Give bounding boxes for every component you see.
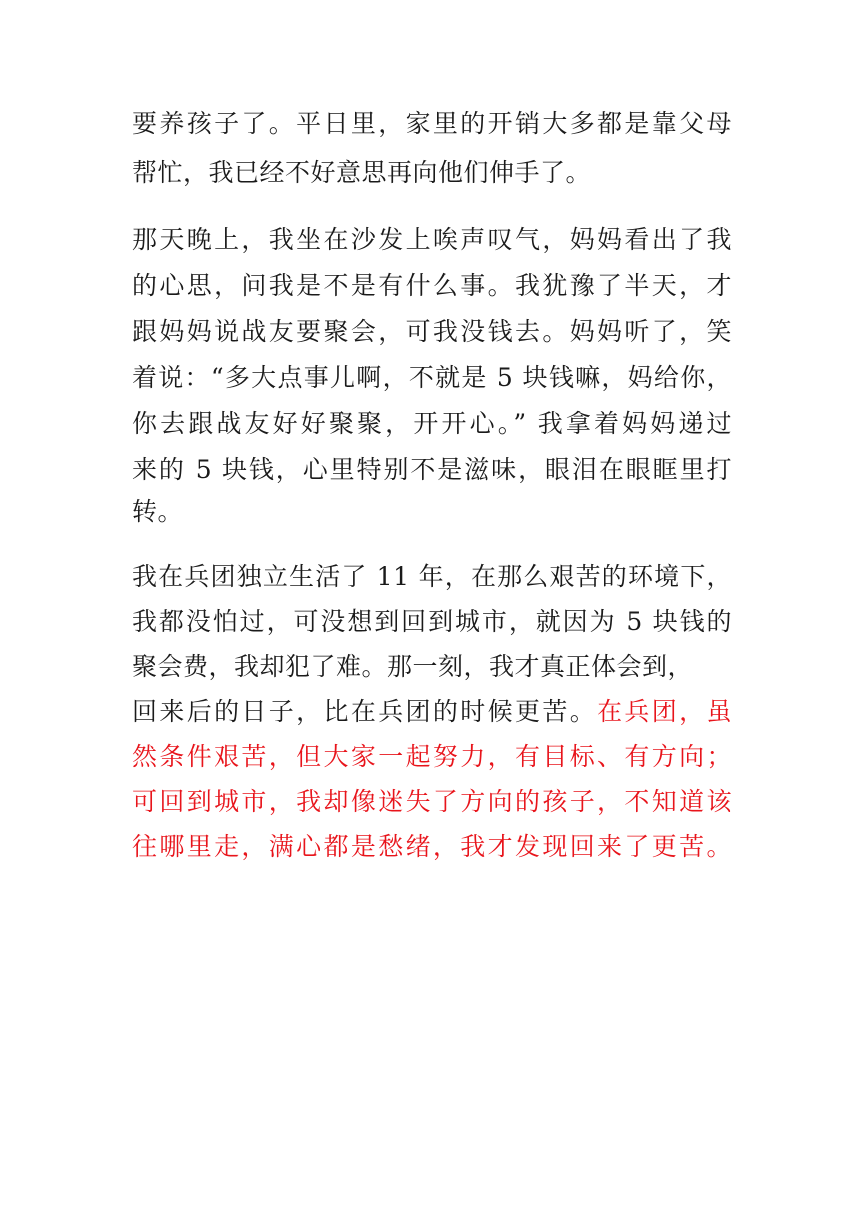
text-segment: 你去跟战友好好聚聚，开开心。” 我拿着妈妈递过 — [132, 409, 732, 438]
text-segment: 来的 5 块钱，心里特别不是滋味，眼泪在眼眶里打 — [132, 455, 732, 484]
text-line — [132, 555, 732, 599]
text-line — [132, 448, 732, 492]
text-segment: 帮忙，我已经不好意思再向他们伸手了。 — [132, 158, 592, 187]
highlighted-text: 可回到城市，我却像迷失了方向的孩子，不知道该 — [132, 787, 732, 816]
text-line — [132, 402, 732, 446]
text-segment: 着说：“多大点事儿啊，不就是 5 块钱嘛，妈给你， — [132, 363, 732, 392]
text-segment: 的心思，问我是不是有什么事。我犹豫了半天，才 — [132, 271, 732, 300]
text-segment: 那天晚上，我坐在沙发上唉声叹气，妈妈看出了我 — [132, 225, 732, 254]
highlighted-text-line — [132, 735, 732, 779]
text-segment: 要养孩子了。平日里，家里的开销大多都是靠父母 — [132, 109, 732, 138]
text-line — [132, 356, 732, 400]
text-line — [132, 102, 732, 146]
text-line — [132, 151, 732, 195]
highlighted-text: 往哪里走，满心都是愁绪，我才发现回来了更苦。 — [132, 832, 732, 861]
text-line — [132, 218, 732, 262]
text-line — [132, 645, 732, 689]
text-line — [132, 310, 732, 354]
text-line — [132, 264, 732, 308]
text-segment: 转。 — [132, 497, 184, 526]
text-segment: 回来后的日子，比在兵团的时候更苦。 — [132, 697, 598, 726]
highlighted-text-line — [132, 825, 732, 869]
text-segment: 跟妈妈说战友要聚会，可我没钱去。妈妈听了，笑 — [132, 317, 732, 346]
text-line — [132, 490, 732, 534]
highlighted-text: 在兵团，虽 — [597, 697, 732, 726]
text-segment: 聚会费，我却犯了难。那一刻，我才真正体会到， — [132, 652, 694, 681]
highlighted-text: 然条件艰苦，但大家一起努力，有目标、有方向； — [132, 742, 732, 771]
text-segment: 我都没怕过，可没想到回到城市，就因为 5 块钱的 — [132, 607, 732, 636]
text-line — [132, 690, 732, 734]
text-line — [132, 600, 732, 644]
highlighted-text-line — [132, 780, 732, 824]
text-segment: 我在兵团独立生活了 11 年，在那么艰苦的环境下， — [132, 562, 732, 591]
